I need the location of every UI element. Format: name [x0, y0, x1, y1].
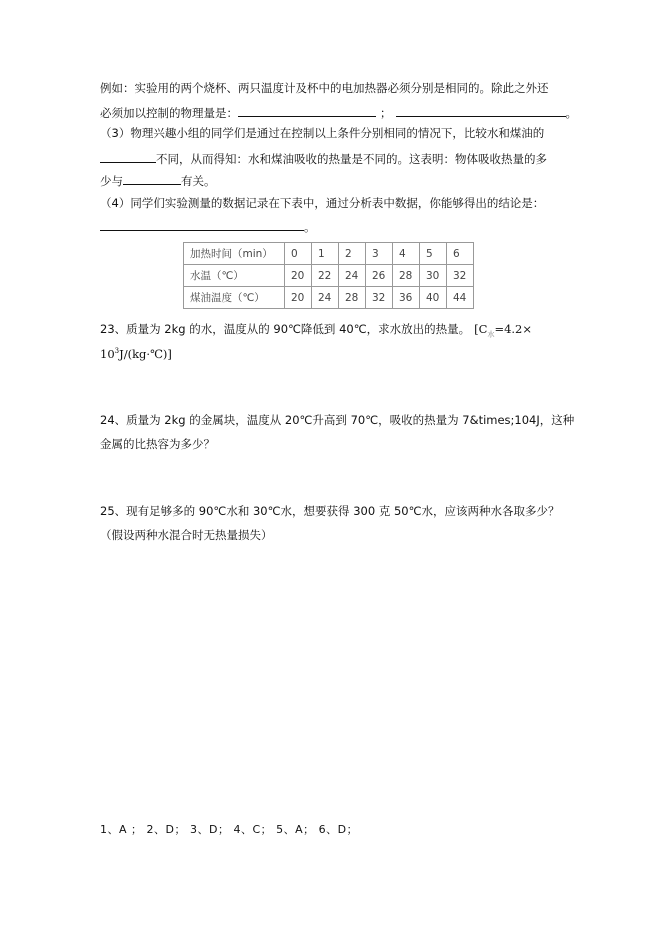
data-table	[183, 242, 474, 309]
table-row-label: 水温（℃）	[184, 265, 285, 287]
answer-key	[100, 822, 358, 838]
table-cell: 40	[420, 287, 447, 309]
part4-line-1	[100, 195, 544, 211]
q23-units: J/(kg·℃)]	[119, 346, 172, 361]
table-cell: 20	[285, 287, 312, 309]
table-cell: 32	[447, 265, 474, 287]
intro-text-1: 例如：实验用的两个烧杯、两只温度计及杯中的电加热器必须分别是相同的。除此之外还	[100, 81, 549, 95]
formula-subscript: 水	[487, 330, 495, 339]
table-cell: 0	[285, 243, 312, 265]
q25-text-1: 25、现有足够多的 90℃水和 30℃水，想要获得 300 克 50℃水，应该两种水各取多少？	[100, 504, 560, 518]
q25-text-2: （假设两种水混合时无热量损失）	[100, 528, 273, 542]
answer-blank-4[interactable]	[123, 172, 181, 185]
table-row-label: 煤油温度（℃）	[184, 287, 285, 309]
q24-line-1	[100, 412, 574, 428]
table-cell: 20	[285, 265, 312, 287]
q23-line-2	[100, 343, 172, 362]
part3-line-2	[100, 150, 547, 167]
formula-value: =4.2×	[494, 322, 532, 336]
table-row	[184, 287, 474, 309]
part3-text-2: 不同，从而得知：水和煤油吸收的热量是不同的。这表明：物体吸收热量的多	[156, 152, 547, 166]
part3-text-3a: 少与	[100, 174, 123, 188]
blank-separator: ；	[380, 106, 392, 120]
table-cell: 24	[339, 265, 366, 287]
formula-open: [C	[474, 322, 488, 336]
answer-blank-5[interactable]	[100, 218, 304, 231]
table-row	[184, 243, 474, 265]
answer-blank-2[interactable]	[396, 104, 566, 117]
part3-text-3b: 有关。	[181, 174, 216, 188]
table-row	[184, 265, 474, 287]
q23-line-1	[100, 321, 532, 342]
table-cell: 26	[366, 265, 393, 287]
answer-blank-1[interactable]	[238, 104, 376, 117]
table-row-label: 加热时间（min）	[184, 243, 285, 265]
q23-power-exp: 3	[114, 347, 120, 355]
table-cell: 3	[366, 243, 393, 265]
answer-key-text: 1、A ； 2、D； 3、D； 4、C； 5、A； 6、D；	[100, 823, 359, 836]
table-cell: 44	[447, 287, 474, 309]
q24-text-1: 24、质量为 2kg 的金属块，温度从 20℃升高到 70℃，吸收的热量为 7&times;104J，这种	[100, 413, 575, 427]
part4-text-1: （4）同学们实验测量的数据记录在下表中，通过分析表中数据，你能够得出的结论是：	[100, 196, 545, 210]
q24-text-2: 金属的比热容为多少？	[100, 437, 215, 451]
table-cell: 28	[393, 265, 420, 287]
table-cell: 24	[312, 287, 339, 309]
table-cell: 28	[339, 287, 366, 309]
q23-power-base: 10	[100, 346, 115, 361]
part4-end-mark: 。	[304, 220, 316, 234]
table-cell: 32	[366, 287, 393, 309]
line-end-mark: 。	[565, 106, 577, 120]
table-cell: 6	[447, 243, 474, 265]
intro-line-2	[100, 104, 577, 121]
table-cell: 30	[420, 265, 447, 287]
q23-text: 23、质量为 2kg 的水，温度从的 90℃降低到 40℃，求水放出的热量。	[100, 322, 471, 336]
q24-line-2	[100, 436, 215, 452]
part4-line-2	[100, 218, 316, 235]
table-cell: 4	[393, 243, 420, 265]
part3-text-1: （3）物理兴趣小组的同学们是通过在控制以上条件分别相同的情况下，比较水和煤油的	[100, 126, 545, 140]
table-cell: 36	[393, 287, 420, 309]
intro-text-2: 必须加以控制的物理量是：	[100, 106, 238, 120]
q25-line-2	[100, 527, 273, 543]
intro-line-1	[100, 80, 549, 96]
part3-line-1	[100, 125, 544, 141]
answer-blank-3[interactable]	[100, 150, 156, 163]
table-cell: 5	[420, 243, 447, 265]
q25-line-1	[100, 503, 560, 519]
table-cell: 22	[312, 265, 339, 287]
part3-line-3	[100, 172, 216, 189]
q23-formula	[474, 322, 532, 339]
table-cell: 2	[339, 243, 366, 265]
table-cell: 1	[312, 243, 339, 265]
